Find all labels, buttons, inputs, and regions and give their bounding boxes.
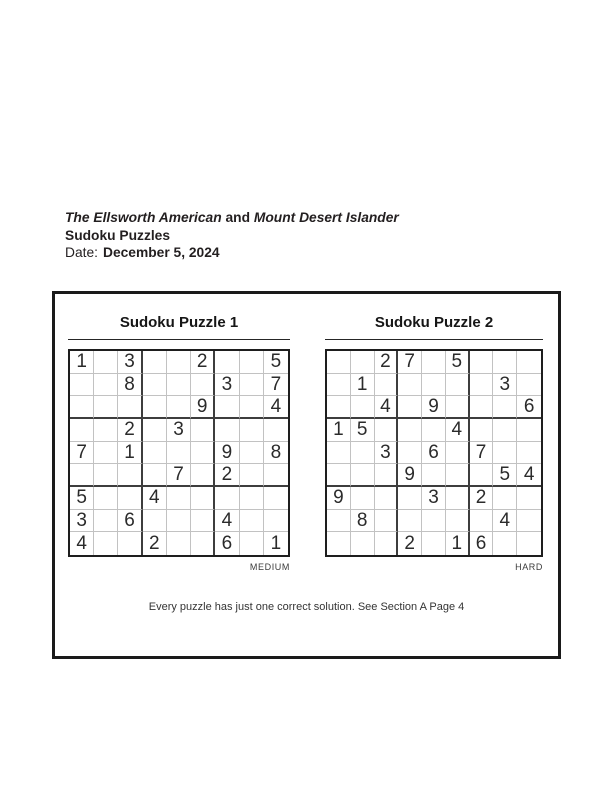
sudoku-cell [446,510,470,533]
sudoku-cell: 3 [118,351,142,374]
sudoku-cell [94,374,118,397]
sudoku-cell: 4 [264,396,288,419]
sudoku-cell [143,374,167,397]
date-label: Date: [65,245,98,261]
sudoku-cell: 1 [327,419,351,442]
sudoku-cell [493,396,517,419]
sudoku-cell [398,487,422,510]
sudoku-cell [351,442,375,465]
sudoku-cell [118,396,142,419]
sudoku-cell: 9 [422,396,446,419]
sudoku-cell [493,532,517,555]
publication-title-1: The Ellsworth American [65,210,222,225]
sudoku-cell [264,487,288,510]
sudoku-cell [327,510,351,533]
sudoku-cell [191,419,215,442]
sudoku-cell: 5 [493,464,517,487]
sudoku-cell [517,487,541,510]
sudoku-cell [215,419,239,442]
sudoku-cell [215,351,239,374]
sudoku-cell [351,351,375,374]
sudoku-cell [375,487,399,510]
sudoku-cell [143,464,167,487]
sudoku-cell [398,419,422,442]
puzzle-1 [68,315,290,572]
puzzle-2-difficulty-label: HARD [515,562,543,572]
sudoku-cell: 1 [118,442,142,465]
sudoku-cell: 2 [118,419,142,442]
sudoku-cell: 5 [70,487,94,510]
sudoku-cell [517,442,541,465]
sudoku-cell [215,396,239,419]
sudoku-cell [327,464,351,487]
sudoku-cell [493,487,517,510]
sudoku-cell [70,374,94,397]
sudoku-cell [398,510,422,533]
sudoku-cell [327,442,351,465]
sudoku-cell: 1 [351,374,375,397]
sudoku-cell [191,464,215,487]
sudoku-cell [517,374,541,397]
sudoku-cell [191,374,215,397]
sudoku-cell [470,419,494,442]
sudoku-cell [493,442,517,465]
puzzle-2-title: Sudoku Puzzle 2 [325,315,543,340]
sudoku-cell [327,351,351,374]
sudoku-cell [240,464,264,487]
sudoku-cell: 6 [470,532,494,555]
publication-conjunction: and [221,210,254,225]
sudoku-cell: 3 [422,487,446,510]
sudoku-cell: 4 [446,419,470,442]
sudoku-cell [446,374,470,397]
sudoku-cell [167,442,191,465]
sudoku-cell: 8 [351,510,375,533]
sudoku-cell [143,351,167,374]
sudoku-cell: 3 [375,442,399,465]
sudoku-cell [143,396,167,419]
sudoku-cell: 9 [398,464,422,487]
sudoku-cell [375,510,399,533]
sudoku-cell: 1 [446,532,470,555]
sudoku-cell [375,419,399,442]
sudoku-cell [422,351,446,374]
sudoku-cell [240,510,264,533]
sudoku-cell: 3 [493,374,517,397]
sudoku-cell [264,510,288,533]
sudoku-cell: 2 [375,351,399,374]
sudoku-cell [143,442,167,465]
sudoku-cell [167,396,191,419]
sudoku-cell: 6 [118,510,142,533]
puzzle-2-grid [325,349,543,557]
sudoku-cell: 7 [70,442,94,465]
sudoku-cell: 2 [398,532,422,555]
sudoku-cell [398,442,422,465]
sudoku-cell [351,396,375,419]
sudoku-cell [240,351,264,374]
sudoku-cell [70,464,94,487]
sudoku-cell [191,510,215,533]
sudoku-cell: 9 [327,487,351,510]
sudoku-cell: 2 [191,351,215,374]
sudoku-cell: 9 [215,442,239,465]
sudoku-cell [327,374,351,397]
sudoku-cell: 8 [264,442,288,465]
sudoku-cell: 4 [375,396,399,419]
sudoku-cell [240,532,264,555]
sudoku-cell [398,396,422,419]
sudoku-cell [375,464,399,487]
sudoku-cell: 5 [446,351,470,374]
sudoku-cell: 4 [143,487,167,510]
sudoku-cell [94,396,118,419]
sudoku-cell [470,510,494,533]
sudoku-cell [422,532,446,555]
sudoku-cell: 3 [215,374,239,397]
sudoku-cell [446,396,470,419]
sudoku-cell [94,419,118,442]
sudoku-cell [70,419,94,442]
sudoku-cell [351,464,375,487]
date-value: December 5, 2024 [102,245,220,261]
sudoku-cell [493,419,517,442]
publication-title-2: Mount Desert Islander [253,210,399,225]
sudoku-cell: 8 [118,374,142,397]
sudoku-cell [375,532,399,555]
sudoku-cell [422,464,446,487]
sudoku-cell [118,532,142,555]
sudoku-cell [240,374,264,397]
sudoku-cell [422,374,446,397]
sudoku-cell [517,510,541,533]
sudoku-cell [351,487,375,510]
sudoku-cell [143,419,167,442]
sudoku-cell [493,351,517,374]
sudoku-cell: 4 [215,510,239,533]
sudoku-cell [470,374,494,397]
sudoku-cell [327,396,351,419]
sudoku-cell: 1 [70,351,94,374]
sudoku-cell [167,487,191,510]
sudoku-cell [517,532,541,555]
sudoku-cell: 7 [398,351,422,374]
sudoku-cell: 7 [264,374,288,397]
sudoku-cell: 6 [422,442,446,465]
sudoku-cell: 4 [493,510,517,533]
sudoku-cell [240,442,264,465]
sudoku-cell [470,351,494,374]
sudoku-cell [240,419,264,442]
sudoku-cell: 2 [215,464,239,487]
sudoku-cell: 6 [215,532,239,555]
sudoku-cell [422,510,446,533]
footer-note: Every puzzle has just one correct solution. See Section A Page 4 [148,601,465,613]
sudoku-cell [517,419,541,442]
sudoku-cell: 5 [351,419,375,442]
sudoku-cell [191,487,215,510]
sudoku-cell: 3 [167,419,191,442]
puzzle-2 [325,315,543,572]
sudoku-cell: 1 [270,533,282,555]
sudoku-cell: 7 [470,442,494,465]
date-line [65,244,399,262]
sudoku-cell: 3 [70,510,94,533]
sudoku-cell: 7 [167,464,191,487]
sudoku-cell [167,374,191,397]
sudoku-cell: 9 [191,396,215,419]
sudoku-cell: 2 [143,532,167,555]
sudoku-cell [94,487,118,510]
puzzle-1-difficulty-label: MEDIUM [249,562,290,572]
sudoku-cell [517,351,541,374]
sudoku-cell: 6 [517,396,541,419]
sudoku-cell [94,351,118,374]
publication-line [65,209,399,227]
sudoku-cell [422,419,446,442]
sudoku-cell: 5 [264,351,288,374]
sudoku-cell [351,532,375,555]
sudoku-cell: 4 [70,532,94,555]
sudoku-cell [470,396,494,419]
sudoku-cell [264,464,288,487]
sudoku-cell [70,396,94,419]
sudoku-cell [94,532,118,555]
sudoku-cell [240,396,264,419]
sudoku-cell [167,351,191,374]
puzzle-1-title: Sudoku Puzzle 1 [68,315,290,340]
sudoku-cell: 4 [517,464,541,487]
document-subtitle: Sudoku Puzzles [65,227,171,243]
sudoku-cell [118,487,142,510]
sudoku-cell [215,487,239,510]
sudoku-cell [94,442,118,465]
sudoku-cell [264,419,288,442]
sudoku-cell [446,442,470,465]
puzzle-1-grid [68,349,290,557]
sudoku-cell [240,487,264,510]
sudoku-cell [470,464,494,487]
sudoku-cell [167,532,191,555]
puzzles-frame [52,291,561,659]
sudoku-cell [327,532,351,555]
sudoku-cell [118,464,142,487]
sudoku-cell [375,374,399,397]
sudoku-cell [143,510,167,533]
sudoku-cell: 2 [470,487,494,510]
sudoku-cell [94,464,118,487]
sudoku-cell [191,532,215,555]
sudoku-cell [398,374,422,397]
document-header [65,209,399,262]
sudoku-cell [446,487,470,510]
sudoku-cell [191,442,215,465]
sudoku-cell [446,464,470,487]
sudoku-cell [167,510,191,533]
sudoku-cell [94,510,118,533]
